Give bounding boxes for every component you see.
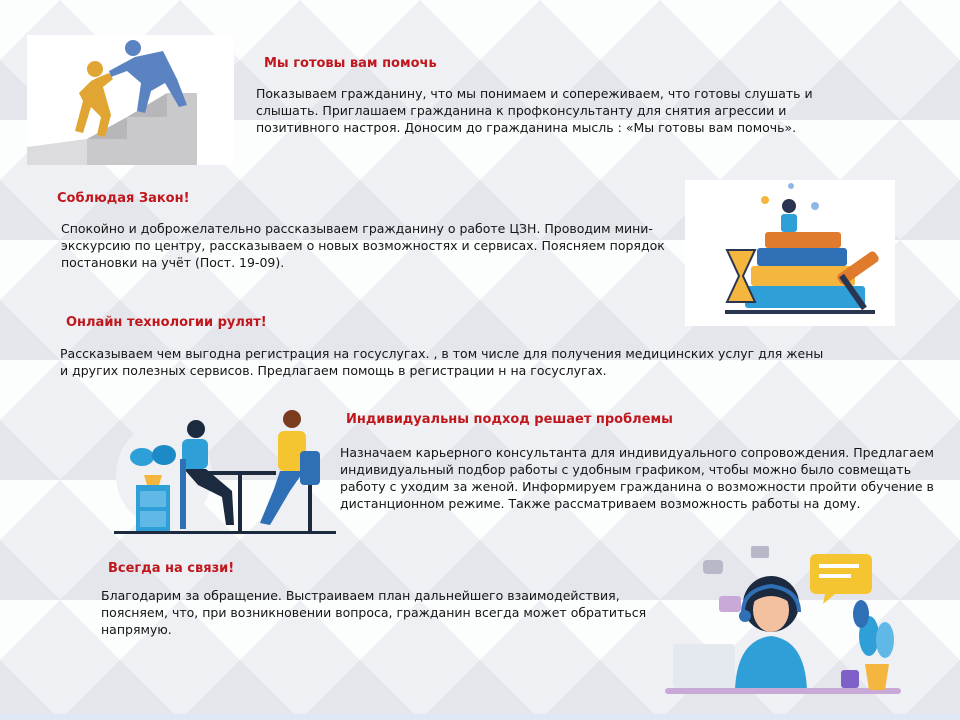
- section-text-individual: Назначаем карьерного консультанта для индивидуального сопровождения. Предлагаем индивидуальный подбор работы с удобным графиком, чтобы можно было совмещать работу с уходим за женой. Информируем гражданина о возможности пройти обучение в дистанционном режиме. Также рассматриваем возможность работы на дому.: [340, 445, 934, 511]
- law-books-gavel-icon: [685, 180, 895, 326]
- section-text-contact: Благодарим за обращение. Выстраиваем план дальнейшего взаимодействия, поясняем, что, при возникновении вопроса, гражданин всегда может обратиться напрямую.: [101, 588, 647, 637]
- section-text-online: Рассказываем чем выгодна регистрация на госуслугах. , в том числе для получения медицинских услуг для жены и других полезных сервисов. Предлагаем помощь в регистрации н на госуслугах.: [60, 346, 824, 378]
- section-text-help: Показываем гражданину, что мы понимаем и сопереживаем, что готовы слушать и слышать. Приглашаем гражданина к профконсультанту для снятия агрессии и позитивного настроя. Доносим до гражданина мысль : «Мы готовы вам помочь».: [256, 86, 813, 135]
- section-heading-contact: Всегда на связи!: [108, 561, 235, 576]
- section-heading-help: Мы готовы вам помочь: [264, 56, 437, 71]
- support-operator-headset-icon: [665, 540, 905, 705]
- section-heading-online: Онлайн технологии рулят!: [66, 315, 267, 330]
- section-heading-law: Соблюдая Закон!: [57, 191, 190, 206]
- helping-hand-stairs-icon: [27, 35, 234, 165]
- section-heading-individual: Индивидуальны подход решает проблемы: [346, 412, 673, 427]
- section-text-law: Спокойно и доброжелательно рассказываем гражданину о работе ЦЗН. Проводим мини-экскурсию по центру, рассказываем о новых возможностях и сервисах. Поясняем порядок постановки на учёт (Пост. 19-09).: [61, 221, 665, 270]
- footer-bar: [0, 714, 960, 720]
- consultation-meeting-icon: [114, 405, 336, 535]
